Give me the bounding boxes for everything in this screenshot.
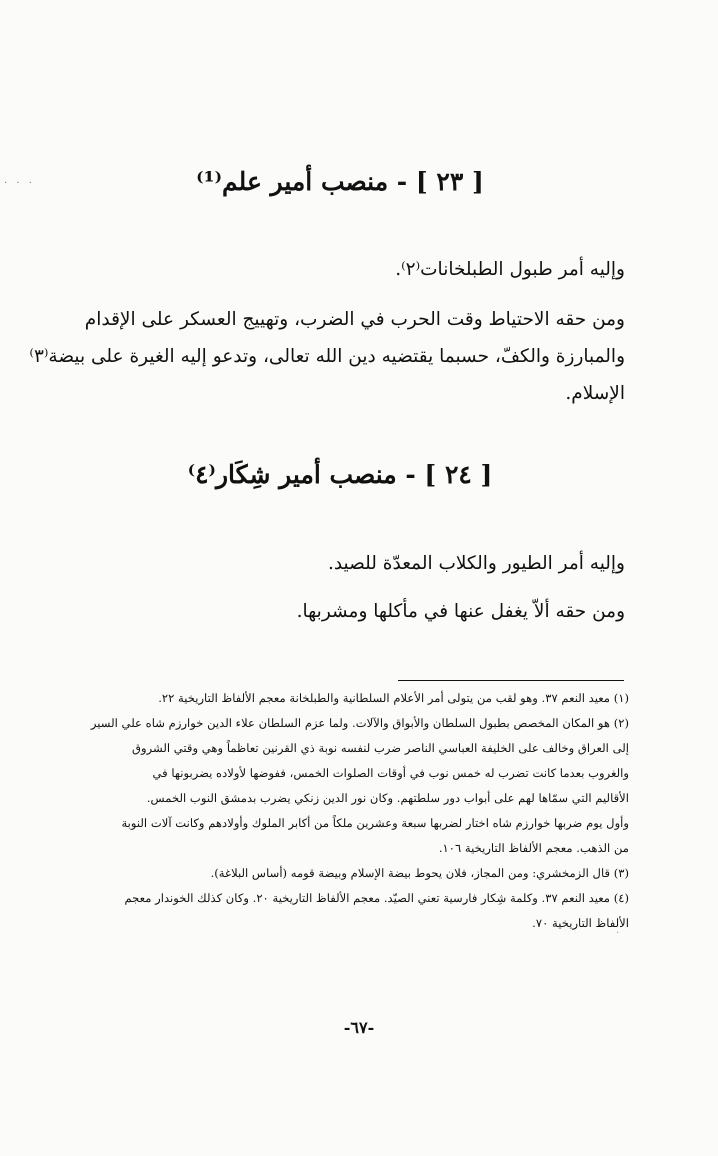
section-heading-23: [ ٢٣ ] - منصب أمير علم⁽¹⁾ <box>196 167 484 196</box>
footnote-2-line-2: إلى العراق وخالف على الخليفة العباسي الناصر ضرب لنفسه نوبة ذي القرنين تعاظماً وهي وقتي الشروق <box>132 741 629 755</box>
footnote-2-line-1: (٢) هو المكان المخصص بطبول السلطان والأبواق والآلات. ولما عزم السلطان علاء الدين خوارزم شاه علي السير <box>90 716 629 730</box>
footnote-3: (٣) قال الزمخشري: ومن المجاز، فلان يحوط بيضة الإسلام وبيضة قومه (أساس البلاغة). <box>210 866 629 880</box>
paragraph-4: ومن حقه ألاّ يغفل عنها في مأكلها ومشربها. <box>296 601 625 622</box>
footnote-4-line-1: (٤) معيد النعم ٣٧. وكلمة شِكار فارسية تعني الصيّد. معجم الألفاظ التاريخية ٢٠. وكان كذلك الخوندار معجم <box>124 891 629 905</box>
paragraph-2-line-2: والمبارزة والكفّ، حسبما يقتضيه دين الله تعالى، وتدعو إليه الغيرة على بيضة⁽٣⁾ <box>29 346 625 367</box>
footnote-2-line-4: الأقاليم التي سمّاها لهم على أبواب دور سلطتهم. وكان نور الدين زنكي يضرب بدمشق النوب الخمس. <box>146 791 629 805</box>
paragraph-2-line-1: ومن حقه الاحتياط وقت الحرب في الضرب، وتهييج العسكر على الإقدام <box>84 309 625 330</box>
scan-speck: · <box>616 928 620 939</box>
footnote-1: (١) معيد النعم ٣٧. وهو لقب من يتولى أمر الأعلام السلطانية والطبلخانة معجم الألفاظ التاريخية ٢٢. <box>158 691 629 705</box>
paragraph-2-line-3: الإسلام. <box>565 383 625 404</box>
footnote-2-line-5: وأول يوم ضربها خوارزم شاه اختار لضربها سبعة وعشرين ملكاً من أكابر الملوك وأولادهم وكانت آلات النوبة <box>121 816 629 830</box>
paragraph-1: وإليه أمر طبول الطبلخانات⁽٢⁾. <box>395 259 625 280</box>
footnote-separator <box>398 680 624 681</box>
footnote-4-line-2: الألفاظ التاريخية ٧٠. <box>532 916 629 930</box>
page-number: -٦٧- <box>343 1018 375 1037</box>
footnote-2-line-6: من الذهب. معجم الألفاظ التاريخية ١٠٦. <box>438 841 629 855</box>
paragraph-3: وإليه أمر الطيور والكلاب المعدّة للصيد. <box>327 553 625 574</box>
scan-specks: · · · <box>4 178 35 189</box>
section-heading-24: [ ٢٤ ] - منصب أمير شِكَار⁽٤⁾ <box>187 460 493 489</box>
footnote-2-line-3: والغروب بعدما كانت تضرب له خمس نوب في أوقات الصلوات الخمس، ففوضها لأولاده يضربونها في <box>152 766 629 780</box>
